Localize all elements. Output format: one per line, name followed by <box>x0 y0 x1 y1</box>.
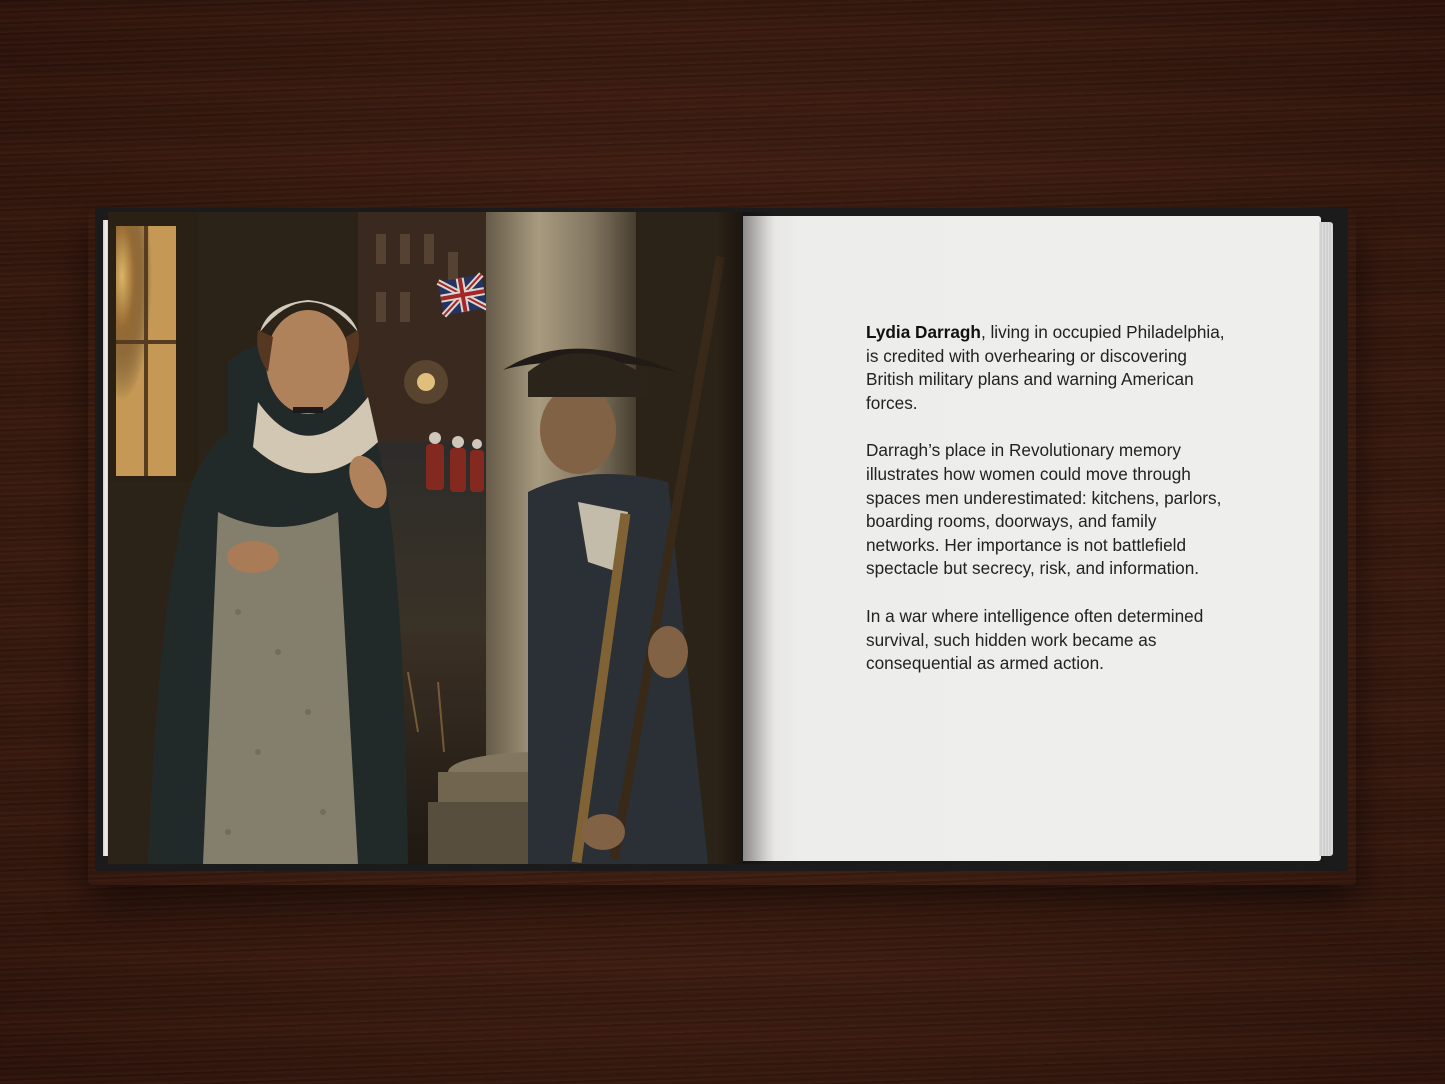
text-page <box>743 216 1321 861</box>
body-text <box>866 321 1231 700</box>
open-book <box>95 208 1348 871</box>
person-name: Lydia Darragh <box>866 322 981 342</box>
right-page-edges <box>1319 222 1333 856</box>
painting-illustration <box>108 212 742 864</box>
illustration-page <box>108 212 742 864</box>
paragraph-1-text: , living in occupied Philadelphia, is credited with overhearing or discovering British military plans and warning American forces. <box>866 322 1225 413</box>
paragraph-2: Darragh’s place in Revolutionary memory illustrates how women could move through spaces men underestimated: kitchens, parlors, boarding rooms, doorways, and family networks. Her importance is not battlefield spectacle but secrecy, risk, and information. <box>866 440 1222 579</box>
paragraph-3: In a war where intelligence often determined survival, such hidden work became as consequential as armed action. <box>866 605 1204 674</box>
paragraph-1 <box>866 321 1231 415</box>
